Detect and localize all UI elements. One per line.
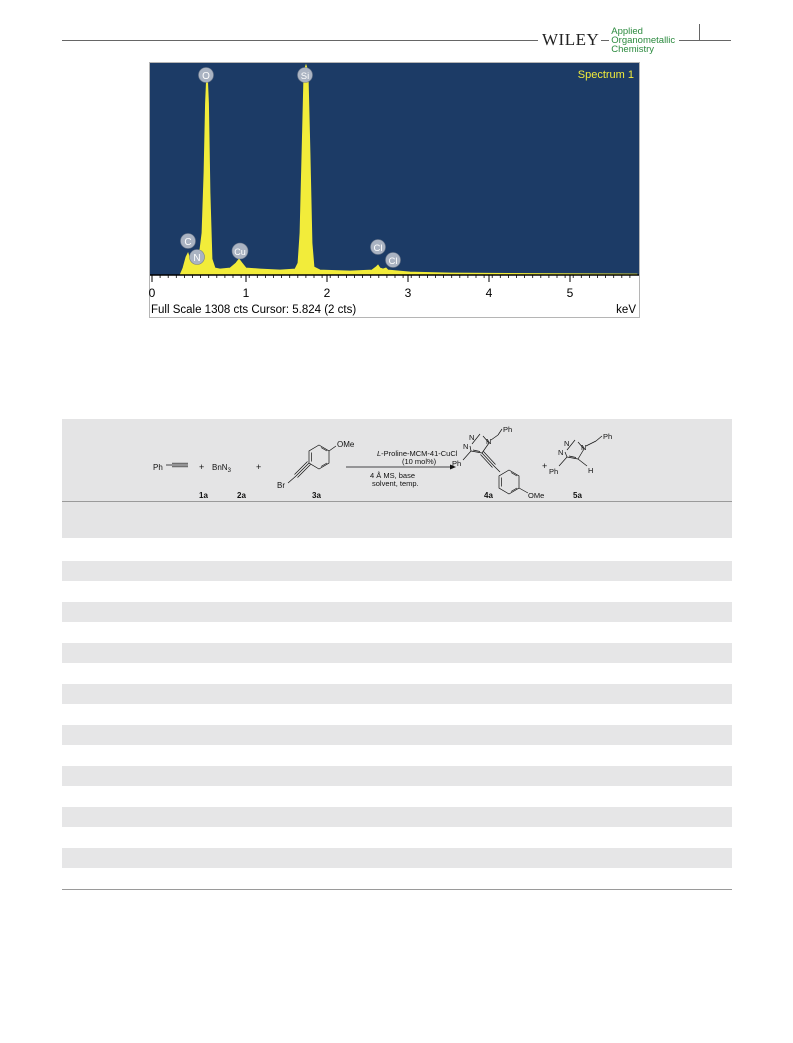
product-4a-n2: N [463, 442, 469, 451]
plus-3: + [542, 461, 548, 471]
peak-o [199, 68, 214, 83]
peak-label-cl-1: Cl [373, 243, 383, 254]
plus-2: + [256, 462, 262, 472]
table-row [62, 561, 732, 581]
tick-label-3: 3 [404, 286, 412, 300]
label-1a: 1a [199, 491, 208, 500]
condition-2: (10 mol%) [402, 457, 437, 466]
tick-label-2: 2 [323, 286, 331, 300]
peak-n [190, 250, 205, 265]
table-row [62, 848, 732, 868]
condition-1: L-Proline-MCM-41-CuCl [377, 449, 458, 458]
table-row [62, 602, 732, 622]
peak-label-cl-2: Cl [388, 256, 398, 267]
tick-label-4: 4 [485, 286, 493, 300]
header-tick [699, 24, 700, 40]
peak-cl-2 [386, 253, 401, 268]
journal-logo [538, 26, 679, 54]
peak-cl-1 [371, 240, 386, 255]
peak-label-c: C [184, 237, 192, 248]
tick-label-0: 0 [148, 286, 156, 300]
tick-label-1: 1 [242, 286, 250, 300]
product-5a-h: H [588, 466, 594, 475]
reactant3-ome: OMe [337, 440, 355, 449]
eds-spectrum-figure [149, 62, 640, 318]
reactant3-br: Br [277, 481, 285, 490]
label-2a: 2a [237, 491, 246, 500]
journal-line-1: Applied [611, 25, 643, 37]
label-3a: 3a [312, 491, 321, 500]
peak-label-si: Si [300, 71, 310, 82]
table-row [62, 643, 732, 663]
condition-4: solvent, temp. [372, 479, 419, 488]
tick-label-5: 5 [566, 286, 574, 300]
table-bottom-rule [62, 889, 732, 890]
spectrum-background [150, 63, 639, 275]
peak-label-cu: Cu [234, 247, 246, 257]
peak-c [181, 234, 196, 249]
unit-label: keV [616, 304, 636, 316]
plus-1: + [199, 462, 205, 472]
product-4a-ome: OMe [528, 491, 545, 500]
journal-name [611, 27, 675, 54]
journal-line-2: Organometallic [611, 34, 676, 46]
label-5a: 5a [573, 491, 582, 500]
spectrum-label: Spectrum 1 [577, 69, 634, 81]
product-5a-ph: Ph [549, 467, 559, 476]
reactant3-structure [288, 445, 336, 483]
product-4a-bn-ph: Ph [503, 425, 513, 434]
product-4a-n3: N [486, 437, 492, 446]
table-row [62, 766, 732, 786]
table-row [62, 725, 732, 745]
reactant2: BnN$_3$ [212, 463, 231, 474]
publisher-name: WILEY [542, 30, 600, 49]
label-4a: 4a [484, 491, 493, 500]
reaction-scheme [62, 419, 732, 501]
product-5a-n1: N [564, 439, 570, 448]
condition-3: 4 Å MS, base [370, 471, 416, 480]
table-column-header [62, 502, 732, 538]
logo-dash [601, 40, 609, 41]
product-5a-bn-ph: Ph [603, 432, 613, 441]
table-row [62, 684, 732, 704]
product-5a-n3: N [581, 443, 587, 452]
reactant1-ph: Ph [153, 463, 163, 472]
product-5a-n2: N [558, 448, 564, 457]
status-text: Full Scale 1308 cts Cursor: 5.824 (2 cts) [151, 304, 357, 316]
reactant1-triple-bond [166, 463, 188, 467]
peak-label-o: O [202, 71, 210, 82]
journal-line-3: Chemistry [611, 43, 655, 55]
product-4a-n1: N [469, 433, 475, 442]
peak-si [298, 68, 313, 83]
peak-label-n: N [193, 253, 201, 264]
eds-spectrum-svg [150, 63, 639, 317]
product-4a-ph: Ph [452, 459, 462, 468]
table-row [62, 807, 732, 827]
peak-cu [232, 243, 248, 259]
